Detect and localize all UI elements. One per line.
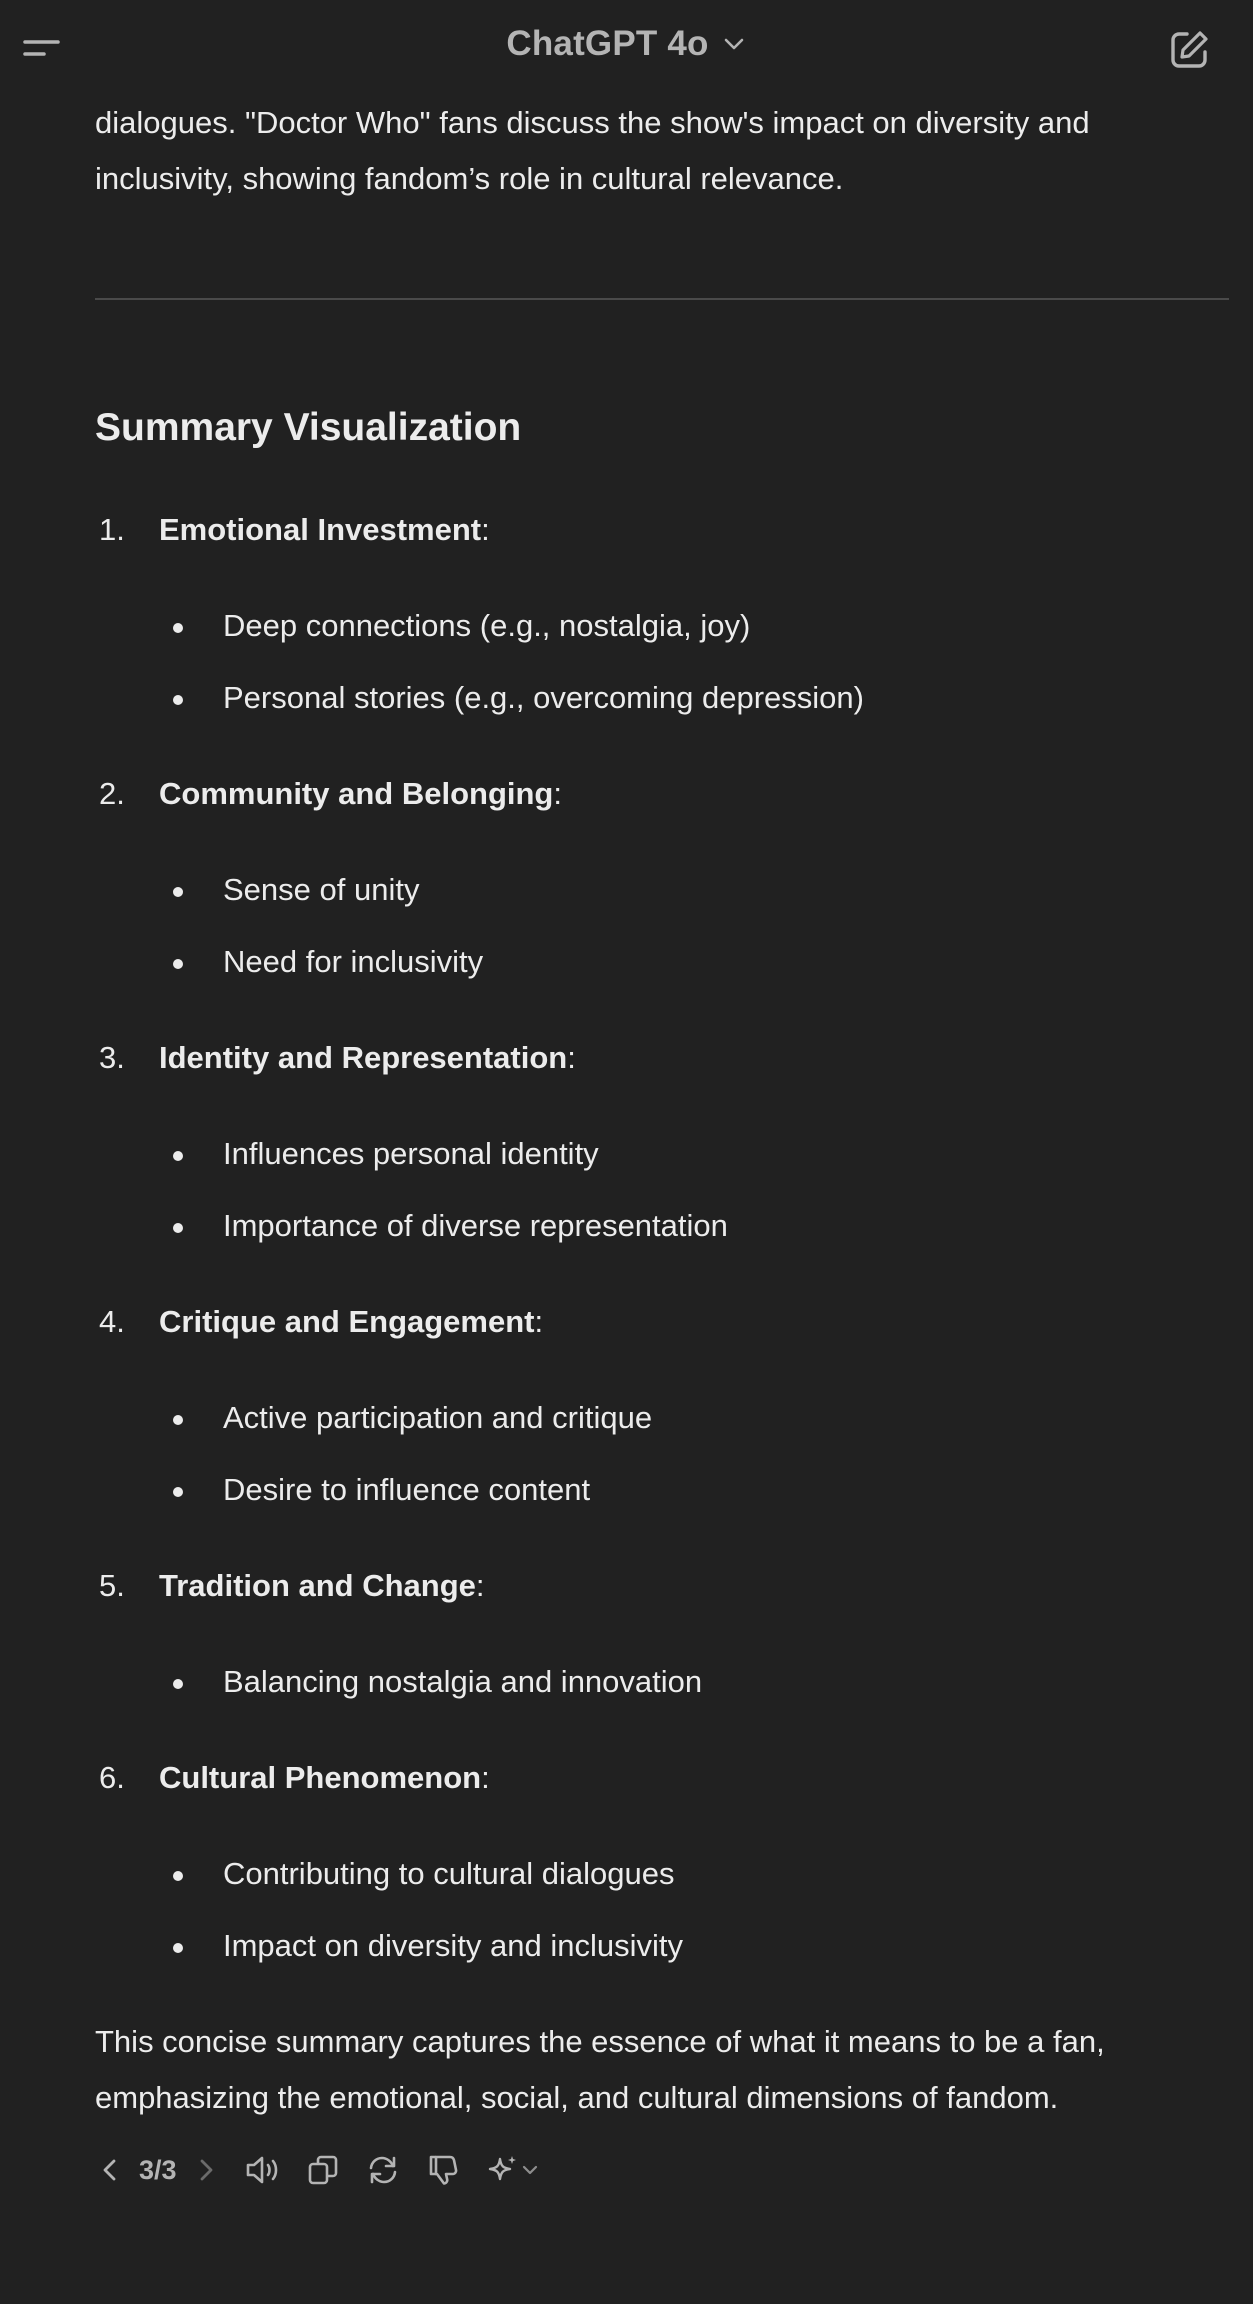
list-item-heading: Emotional Investment (159, 512, 482, 547)
list-item-heading: Critique and Engagement (159, 1304, 535, 1339)
closing-paragraph: This concise summary captures the essence of what it means to be a fan, emphasizing the emotional, social, and cultural dimensions of fandom. (95, 2024, 1105, 2115)
speaker-icon (244, 2153, 282, 2187)
previous-paragraph: dialogues. "Doctor Who" fans discuss the show's impact on diversity and inclusivity, showing fandom’s role in cultural relevance. (95, 105, 1090, 196)
top-bar (0, 0, 1253, 100)
list-bullet: Impact on diversity and inclusivity (223, 1926, 683, 1966)
list-number: 4. (99, 1304, 125, 1339)
list-number: 3. (99, 1040, 125, 1075)
copy-button[interactable] (303, 2153, 343, 2187)
next-response-button[interactable] (191, 2155, 221, 2185)
list-number: 6. (99, 1760, 125, 1795)
list-item-title: 6. Cultural Phenomenon: (95, 1758, 490, 1798)
chevron-down-icon (721, 31, 747, 57)
new-chat-button[interactable] (1167, 28, 1211, 72)
list-number: 2. (99, 776, 125, 811)
list-item-title: 2. Community and Belonging: (95, 774, 562, 814)
model-name: ChatGPT 4o (506, 24, 709, 63)
list-item-title: 5. Tradition and Change: (95, 1566, 485, 1606)
sparkle-icon (486, 2153, 520, 2187)
list-bullet: Sense of unity (223, 870, 419, 910)
list-number: 5. (99, 1568, 125, 1603)
list-bullet: Contributing to cultural dialogues (223, 1854, 675, 1894)
section-heading: Summary Visualization (95, 406, 522, 449)
list-item-title: 1. Emotional Investment: (95, 510, 490, 550)
list-bullet: Desire to influence content (223, 1470, 590, 1510)
list-item-heading: Tradition and Change (159, 1568, 476, 1603)
divider (95, 298, 1229, 300)
list-item-heading: Cultural Phenomenon (159, 1760, 482, 1795)
previous-response-button[interactable] (95, 2155, 125, 2185)
list-item-heading: Community and Belonging (159, 776, 554, 811)
regenerate-button[interactable] (363, 2153, 403, 2187)
thumbs-down-icon (426, 2153, 460, 2187)
response-pager: 3/3 (139, 2154, 177, 2185)
chevron-down-icon (520, 2160, 540, 2180)
list-bullet: Balancing nostalgia and innovation (223, 1662, 702, 1702)
list-bullet: Active participation and critique (223, 1398, 652, 1438)
list-bullet: Importance of diverse representation (223, 1206, 728, 1246)
list-bullet: Personal stories (e.g., overcoming depression) (223, 678, 864, 718)
title-area (0, 24, 1253, 64)
model-selector[interactable] (506, 24, 746, 64)
copy-icon (306, 2153, 340, 2187)
message-actions (95, 2148, 543, 2192)
chevron-left-icon (98, 2155, 122, 2185)
chevron-right-icon (194, 2155, 218, 2185)
list-item-title: 3. Identity and Representation: (95, 1038, 576, 1078)
list-bullet: Deep connections (e.g., nostalgia, joy) (223, 606, 750, 646)
read-aloud-button[interactable] (243, 2153, 283, 2187)
list-bullet: Influences personal identity (223, 1134, 599, 1174)
list-item-heading: Identity and Representation (159, 1040, 568, 1075)
list-number: 1. (99, 512, 125, 547)
list-bullet: Need for inclusivity (223, 942, 483, 982)
bad-response-button[interactable] (423, 2153, 463, 2187)
regenerate-icon (366, 2153, 400, 2187)
list-item-title: 4. Critique and Engagement: (95, 1302, 543, 1342)
new-chat-icon (1167, 28, 1211, 72)
model-switch-button[interactable] (483, 2153, 543, 2187)
